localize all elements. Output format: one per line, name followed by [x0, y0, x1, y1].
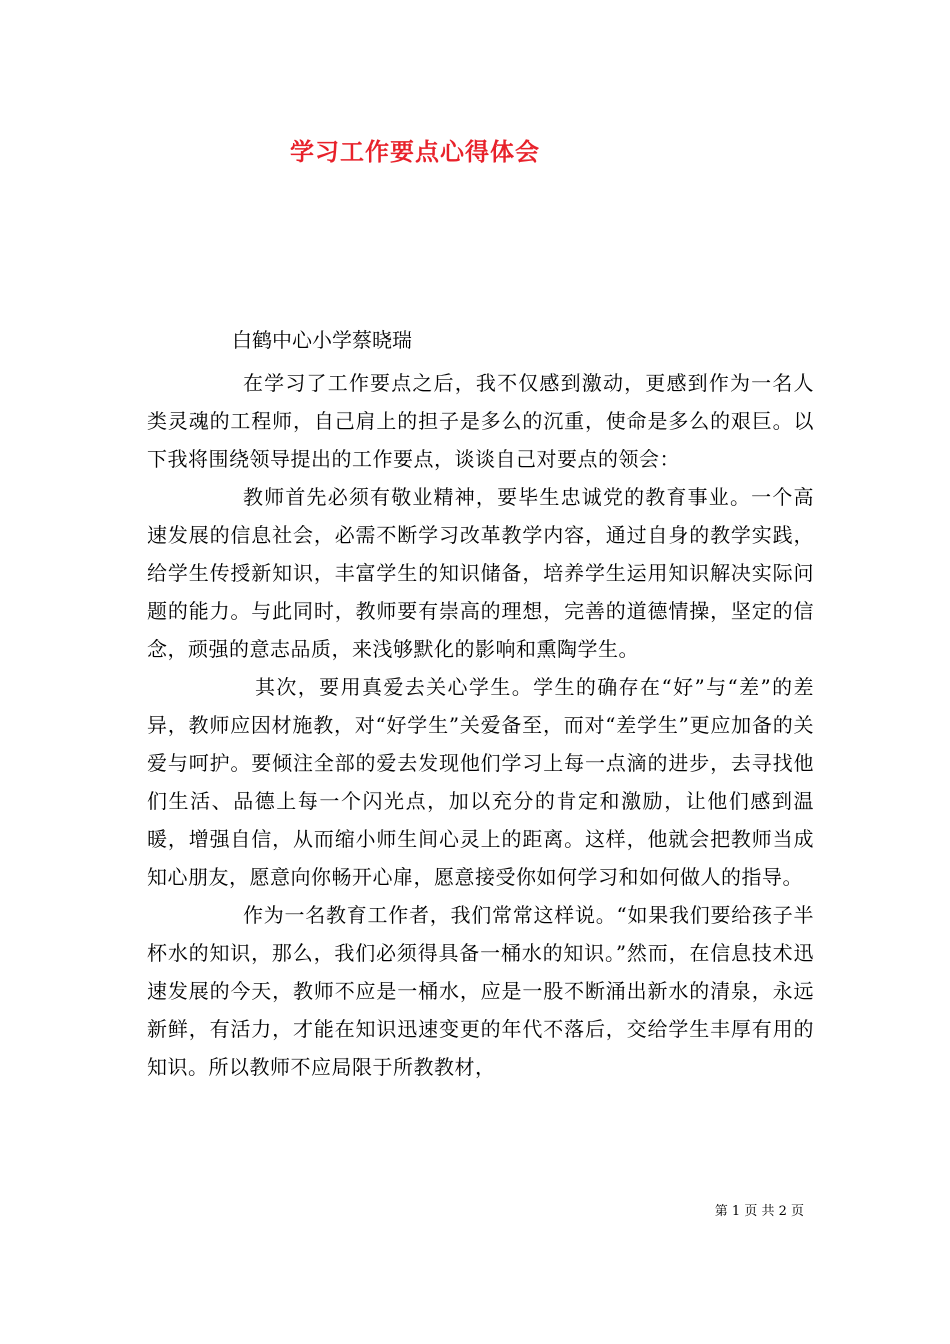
paragraph-3: 其次，要用真爱去关心学生。学生的确存在“好”与“差”的差异，教师应因材施教，对“好学生”关爱备至，而对“差学生”更应加备的关爱与呵护。要倾注全部的爱去发现他们学习上每一点滴的进步，去寻找他们生活、品德上每一个闪光点，加以充分的肯定和激励，让他们感到温暖，增强自信，从而缩小师生间心灵上的距离。这样，他就会把教师当成知心朋友，愿意向你畅开心扉，愿意接受你如何学习和如何做人的指导。 [147, 675, 814, 889]
document-body [147, 364, 814, 1086]
paragraph-1: 在学习了工作要点之后，我不仅感到激动，更感到作为一名人类灵魂的工程师，自己肩上的担子是多么的沉重，使命是多么的艰巨。以下我将围绕领导提出的工作要点，谈谈自己对要点的领会： [147, 371, 814, 471]
page-footer: 第 1 页 共 2 页 [714, 1204, 804, 1219]
paragraph-2: 教师首先必须有敬业精神，要毕生忠诚党的教育事业。一个高速发展的信息社会，必需不断学习改革教学内容，通过自身的教学实践，给学生传授新知识，丰富学生的知识储备，培养学生运用知识解决实际问题的能力。与此同时，教师要有崇高的理想，完善的道德情操，坚定的信念，顽强的意志品质，来浅够默化的影响和熏陶学生。 [147, 485, 814, 661]
author-line: 白鹤中心小学蔡晓瑞 [232, 328, 412, 352]
document-title: 学习工作要点心得体会 [290, 137, 540, 166]
paragraph-4: 作为一名教育工作者，我们常常这样说。“如果我们要给孩子半杯水的知识，那么，我们必须得具备一桶水的知识。”然而，在信息技术迅速发展的今天，教师不应是一桶水，应是一股不断涌出新水的清泉，永远新鲜，有活力，才能在知识迅速变更的年代不落后，交给学生丰厚有用的知识。所以教师不应局限于所教教材， [147, 903, 814, 1079]
